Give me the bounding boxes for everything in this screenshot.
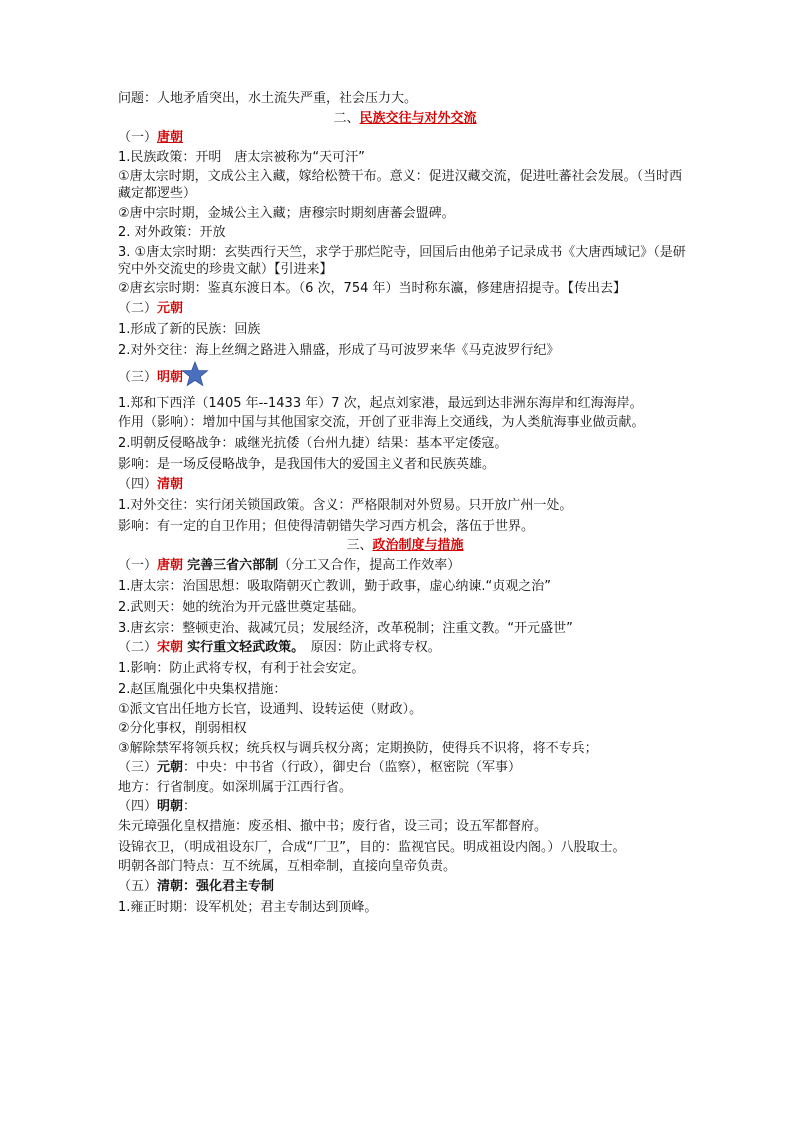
section-number: 三、	[346, 538, 373, 553]
text-line: 2. 对外政策：开放	[118, 225, 226, 240]
text-line: ②唐玄宗时期：鉴真东渡日本。（6 次，754 年）当时称东瀛，修建唐招提寺。【传出去】	[118, 281, 627, 296]
subsection-heading	[118, 361, 692, 392]
text-line: 设锦衣卫，（明成祖设东厂，合成“厂卫”，目的：监视官民。明成祖设内阁。）八股取士。	[118, 839, 626, 855]
text-line: 2.明朝反侵略战争：戚继光抗倭（台州九捷）结果：基本平定倭寇。	[118, 436, 508, 451]
subsection-heading	[118, 878, 692, 895]
subsection-heading	[118, 759, 692, 776]
subsection-title: 元朝	[157, 760, 184, 775]
subsection-heading	[118, 557, 692, 574]
subsection-number: （四）	[118, 476, 158, 492]
text-line: 3.唐玄宗：整顿吏治、裁减冗员；发展经济，改革税制；注重文教。“开元盛世”	[118, 620, 573, 636]
subsection-title: 清朝	[157, 476, 184, 492]
subsection-heading	[118, 476, 692, 493]
text-line: ②分化事权，削弱相权	[118, 721, 247, 736]
subsection-title: 清朝	[157, 878, 184, 894]
subsection-title: 元朝	[157, 300, 184, 316]
text-line: 2.武则天：她的统治为开元盛世奠定基础。	[118, 599, 365, 615]
text-line: 2.赵匡胤强化中央集权措施：	[118, 682, 287, 697]
section-title: 政治制度与措施	[372, 538, 464, 553]
subsection-text: ：中央：中书省（行政），御史台（监察），枢密院（军事）	[183, 760, 522, 775]
section-heading-2	[118, 110, 692, 127]
subsection-title: 明朝	[157, 799, 184, 814]
subsection-number: （二）	[118, 300, 158, 316]
subsection-number: （三）	[118, 370, 158, 385]
text-line: 3. ①唐太宗时期：玄奘西行天竺，求学于那烂陀寺，回国后由他弟子记录成书《大唐西域记》（是研究中外交流史的珍贵文献）【引进来】	[118, 244, 686, 277]
text-line: 问题：人地矛盾突出，水土流失严重，社会压力大。	[118, 91, 418, 106]
text-line: 1.形成了新的民族：回族	[118, 321, 261, 337]
subsection-title: 宋朝	[157, 640, 184, 655]
text-line: 明朝各部门特点：互不统属，互相牵制，直接向皇帝负责。	[118, 859, 457, 874]
text-line: 朱元璋强化皇权措施：废丞相、撤中书；废行省，设三司；设五军都督府。	[118, 818, 548, 834]
document-page	[118, 90, 692, 918]
subsection-number: （二）	[118, 640, 158, 655]
subsection-title: 明朝	[157, 370, 184, 385]
text-line: 2.对外交往：海上丝绸之路进入鼎盛，形成了马可波罗来华《马克波罗行纪》	[118, 342, 560, 358]
text-line: 1.郑和下西洋（1405 年--1433 年）7 次，起点刘家港，最远到达非洲东海岸和红海海岸。	[118, 395, 643, 411]
subsection-number: （五）	[118, 878, 158, 894]
subsection-number: （三）	[118, 760, 158, 775]
text-line: ②唐中宗时期，金城公主入藏；唐穆宗时期刻唐蕃会盟碑。	[118, 205, 455, 221]
text-line: 1.对外交往：实行闭关锁国政策。含义：严格限制对外贸易。只开放广州一处。	[118, 497, 573, 513]
subsection-heading	[118, 129, 692, 146]
text-line: 影响：是一场反侵略战争，是我国伟大的爱国主义者和民族英雄。	[118, 457, 496, 472]
star-icon	[181, 361, 209, 392]
subsection-number: （一）	[118, 557, 158, 573]
text-line: ①唐太宗时期，文成公主入藏，嫁给松赞干布。意义：促进汉藏交流，促进吐蕃社会发展。（当时西藏定都逻些）	[118, 169, 683, 201]
subsection-text: ：强化君主专制	[183, 878, 275, 894]
section-number: 二、	[333, 110, 360, 126]
subsection-heading	[118, 639, 692, 656]
text-line: 地方：行省制度。如深圳属于江西行省。	[118, 779, 353, 795]
subsection-number: （四）	[118, 799, 158, 814]
text-line: 1.民族政策：开明 唐太宗被称为“天可汗”	[118, 149, 365, 165]
text-line: 1.唐太宗：治国思想：吸取隋朝灭亡教训，勤于政事，虚心纳谏.“贞观之治”	[118, 578, 552, 594]
subsection-heading	[118, 798, 692, 815]
subsection-text: （分工又合作，提高工作效率）	[278, 557, 461, 573]
section-heading-3	[118, 537, 692, 554]
text-line: 1.影响：防止武将专权，有利于社会安定。	[118, 661, 365, 676]
subsection-text: 原因：防止武将专权。	[297, 640, 441, 655]
text-line: 1.雍正时期：设军机处；君主专制达到顶峰。	[118, 899, 378, 915]
text-line: ③解除禁军将领兵权；统兵权与调兵权分离；定期换防，使得兵不识将，将不专兵；	[118, 740, 598, 756]
subsection-text: ：	[183, 799, 197, 814]
subsection-number: （一）	[118, 130, 158, 145]
subsection-heading	[118, 300, 692, 317]
text-line: 作用（影响）：增加中国与其他国家交流，开创了亚非海上交通线，为人类航海事业做贡献。	[118, 415, 645, 430]
section-title: 民族交往与对外交流	[359, 110, 477, 126]
subsection-title: 唐朝	[157, 557, 184, 573]
subsection-bold-text: 实行重文轻武政策。	[187, 640, 298, 655]
subsection-title: 唐朝	[157, 130, 184, 145]
subsection-bold-text: 完善三省六部制	[187, 557, 279, 573]
text-line: 影响：有一定的自卫作用；但使得清朝错失学习西方机会，落伍于世界。	[118, 518, 535, 534]
text-line: ①派文官出任地方长官，设通判、设转运使（财政）。	[118, 701, 423, 717]
